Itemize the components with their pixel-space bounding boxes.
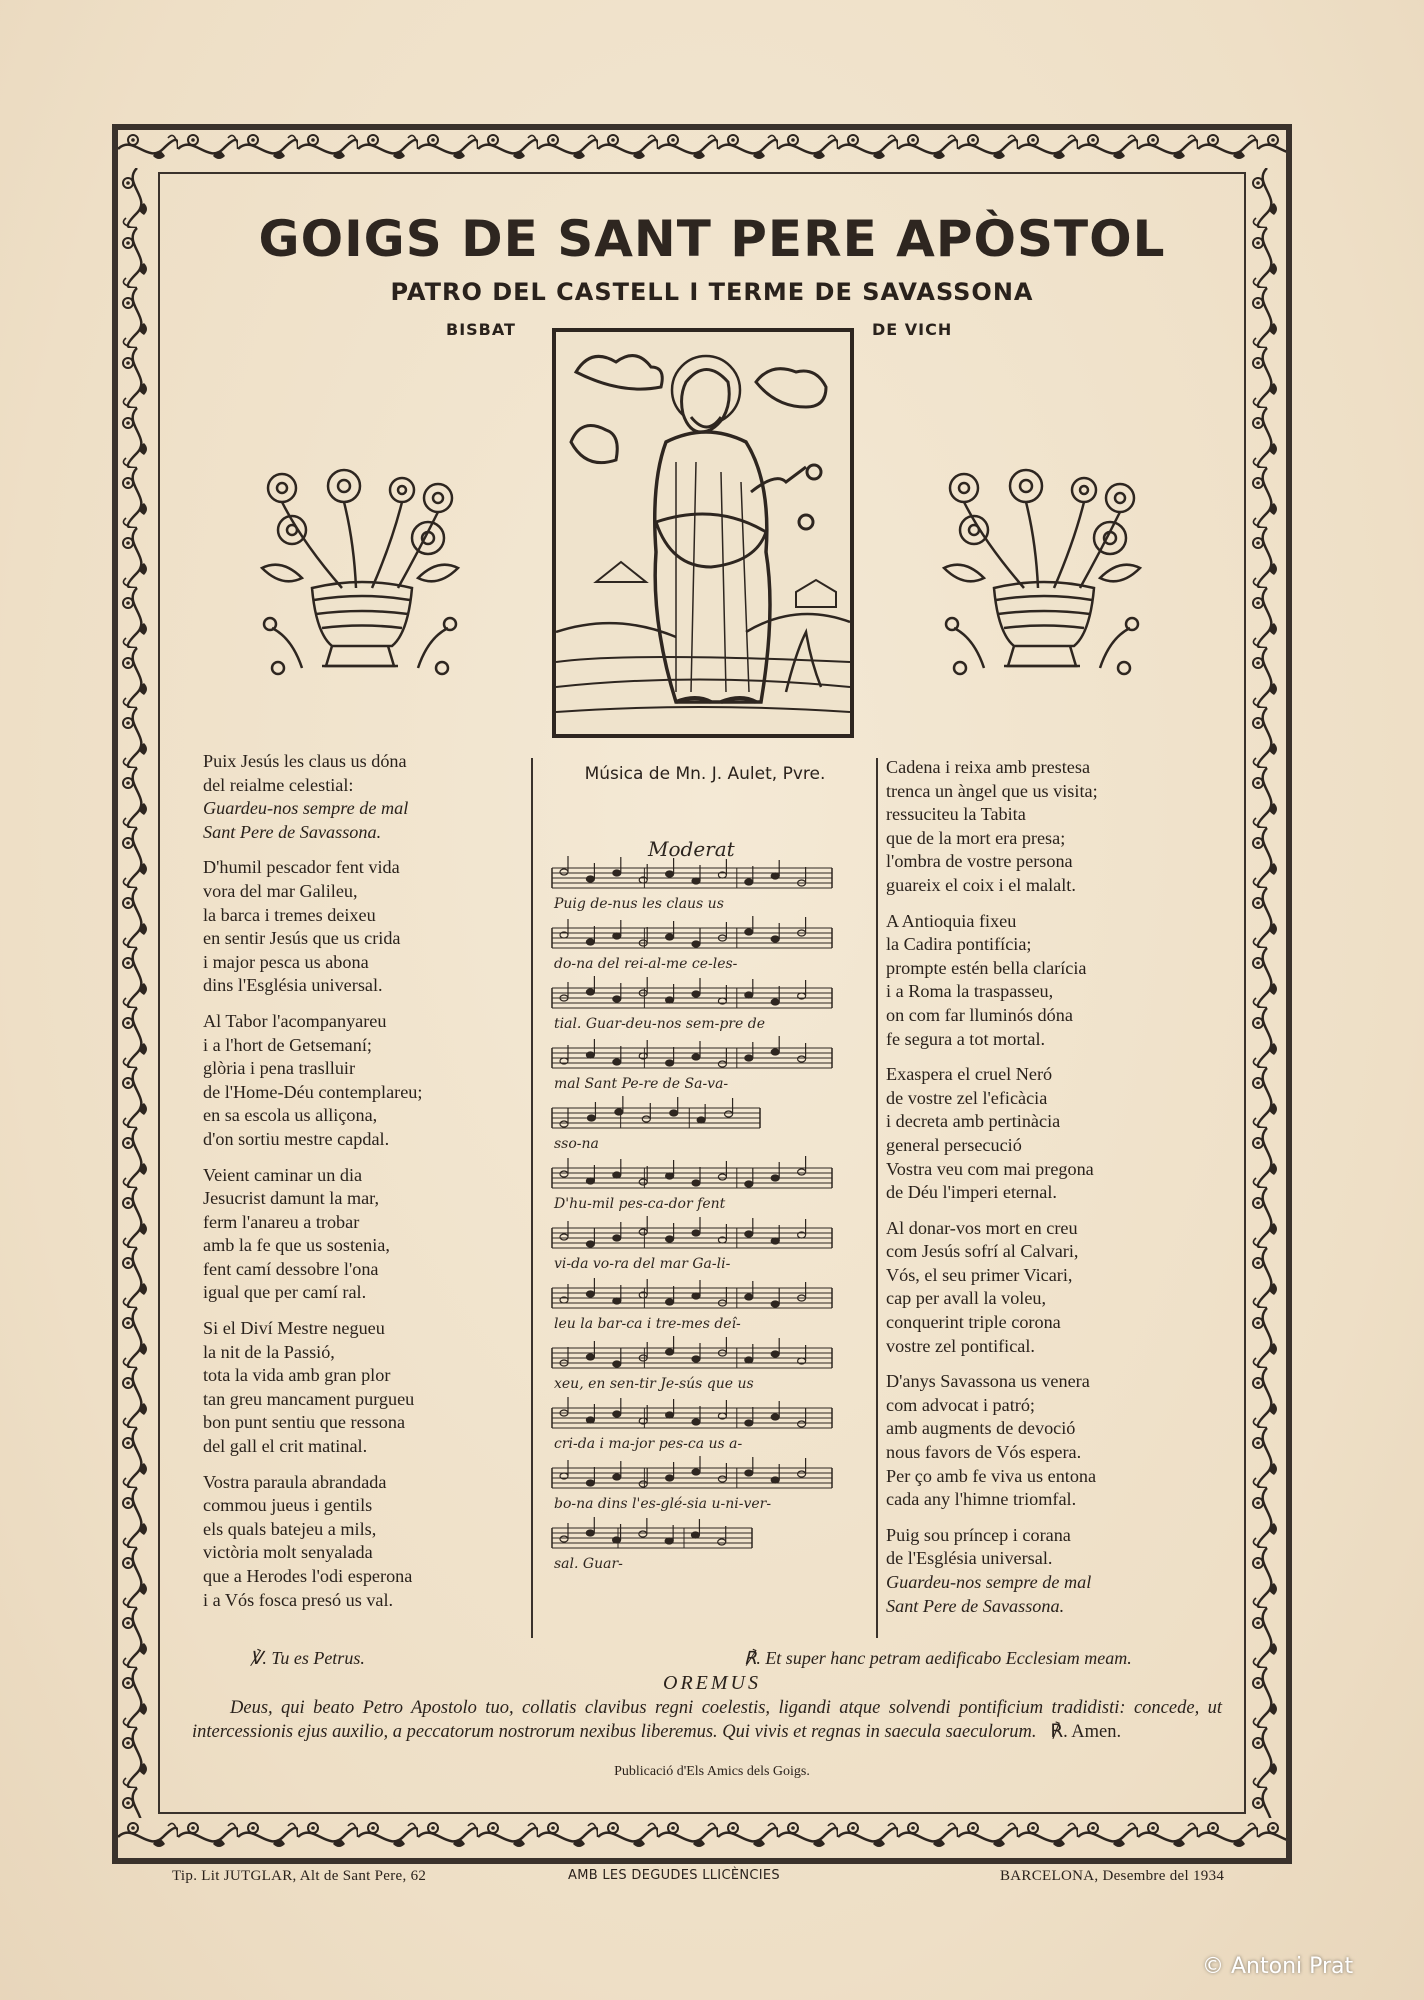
verse-line: conquerint triple corona [886, 1312, 1061, 1333]
floral-border-bottom [118, 1818, 1286, 1858]
music-note [613, 1059, 621, 1065]
music-note [666, 934, 674, 940]
prayer-body: Deus, qui beato Petro Apostolo tuo, collatis clavibus regni coelestis, ligandi atque solvendi pontificium tradidisti: concede, ut intercessionis ejus auxilio, a peccatorum nostrorum nexibus liberemus. Qui vivis et regnas in saecula saeculorum. [192, 1698, 1222, 1742]
refrain-line: Guardeu-nos sempre de mal [203, 798, 409, 819]
music-note [586, 989, 594, 995]
lyric-line: leu la bar-ca i tre-mes deî- [554, 1316, 741, 1332]
verse-line: com Jesús sofrí al Calvari, [886, 1241, 1079, 1262]
verse-line: del gall el crit matinal. [203, 1436, 368, 1457]
music-note [692, 1419, 700, 1425]
prayer-text [192, 1696, 1222, 1744]
verse-line: victòria molt senyalada [203, 1542, 373, 1563]
verse-line: D'anys Savassona us venera [886, 1371, 1090, 1392]
printer-imprint: Tip. Lit JUTGLAR, Alt de Sant Pere, 62 [172, 1868, 427, 1884]
verse-line: D'humil pescador fent vida [203, 857, 400, 878]
verse-line: Vostra veu com mai pregona [886, 1158, 1094, 1179]
verse-line: com advocat i patró; [886, 1394, 1035, 1415]
music-note [692, 1230, 700, 1236]
music-note [615, 1109, 623, 1115]
verse-line: A Antioquia fixeu [886, 910, 1017, 931]
music-note [771, 1175, 779, 1181]
music-note [666, 1173, 674, 1179]
lyric-line: sal. Guar- [554, 1556, 623, 1572]
column-divider-right [876, 758, 878, 1638]
music-note [745, 992, 753, 998]
verse-line: en sa escola us alliçona, [203, 1105, 378, 1126]
music-note [725, 1111, 733, 1117]
music-note [666, 871, 674, 877]
verse-line: prompte estén bella clarícia [886, 957, 1087, 978]
verse-line: la barca i tremes deixeu [203, 904, 376, 925]
verse-line: Jesucrist damunt la mar, [203, 1188, 380, 1209]
refrain-line: Sant Pere de Savassona. [203, 821, 382, 842]
music-note [613, 996, 621, 1002]
verse-line: on com far lluminós dóna [886, 1004, 1073, 1025]
verse-line: del reialme celestial: [203, 774, 354, 795]
music-note [586, 1291, 594, 1297]
verse-line: vostre zel pontifical. [886, 1335, 1035, 1356]
music-note [798, 1056, 806, 1062]
lyric-line: tial. Guar-deu-nos sem-pre de [554, 1016, 765, 1032]
diocese-label-right: DE VICH [872, 320, 953, 339]
music-staff [552, 856, 832, 912]
verse-line: que a Herodes l'odi esperona [203, 1566, 413, 1586]
verse-line: l'ombra de vostre persona [886, 851, 1073, 872]
music-note [745, 879, 753, 885]
verse-line: i a l'hort de Getsemaní; [203, 1034, 372, 1055]
music-note [798, 1471, 806, 1477]
verse-line: la nit de la Passió, [203, 1341, 335, 1362]
music-staff [552, 1216, 832, 1272]
music-note [692, 991, 700, 997]
music-staff [552, 1336, 832, 1392]
music-note [666, 1299, 674, 1305]
verse-line: fent camí dessobre l'ona [203, 1258, 379, 1279]
lyric-line: vi-da vo-ra del mar Ga-li- [554, 1256, 731, 1272]
music-note [771, 1414, 779, 1420]
music-note [718, 1061, 726, 1067]
music-note [692, 878, 700, 884]
verse-line: nous favors de Vós espera. [886, 1442, 1082, 1463]
music-note [586, 876, 594, 882]
flower-vase-right [934, 468, 1150, 680]
lyric-line: D'hu-mil pes-ca-dor fent [554, 1196, 726, 1212]
music-note [666, 1236, 674, 1242]
music-note [798, 1421, 806, 1427]
music-note [745, 929, 753, 935]
verse-line: guareix el coix i el malalt. [886, 874, 1076, 895]
music-note [642, 1116, 650, 1122]
music-note [586, 1417, 594, 1423]
verse-line: vora del mar Galileu, [203, 880, 358, 901]
music-note [771, 873, 779, 879]
refrain-line: Guardeu-nos sempre de mal [886, 1572, 1092, 1592]
amen-response: ℟. Amen. [1050, 1722, 1122, 1742]
music-note [666, 1412, 674, 1418]
music-staff [552, 1517, 752, 1572]
music-note [745, 1055, 753, 1061]
music-note [692, 1469, 700, 1475]
music-note [692, 1293, 700, 1299]
music-note [586, 1178, 594, 1184]
music-note [613, 1411, 621, 1417]
music-note [692, 1054, 700, 1060]
saint-peter-woodcut [552, 328, 854, 738]
music-staff [552, 1456, 832, 1512]
verse-line: en sentir Jesús que us crida [203, 928, 401, 949]
column-divider-left [531, 758, 533, 1638]
tempo-marking: Moderat [648, 840, 735, 861]
verse-line: d'on sortiu mestre capdal. [203, 1128, 390, 1149]
music-note [771, 999, 779, 1005]
verse-line: la Cadira pontifícia; [886, 934, 1032, 955]
music-note [586, 1530, 594, 1536]
verse-line: i a Roma la traspasseu, [886, 981, 1054, 1002]
music-credit: Música de Mn. J. Aulet, Pvre. [584, 764, 826, 784]
verse-line: glòria i pena traslluir [203, 1058, 356, 1079]
verse-line: Al donar-vos mort en creu [886, 1217, 1078, 1238]
verse-line: Puix Jesús les claus us dóna [203, 751, 407, 771]
verse-line: de l'Església universal. [886, 1548, 1053, 1569]
verses-right-column [886, 756, 1098, 1618]
lyric-line: Puig de-nus les claus us [554, 896, 724, 912]
response: ℟. Et super hanc petram aedificabo Ecclesiam meam. [744, 1648, 1132, 1668]
verse-line: bon punt sentiu que ressona [203, 1412, 406, 1433]
music-staff [552, 916, 832, 972]
music-note [745, 1470, 753, 1476]
music-note [745, 1420, 753, 1426]
music-note [798, 1169, 806, 1175]
page-title: GOIGS DE SANT PERE APÒSTOL [258, 210, 1166, 268]
verse-line: commou jueus i gentils [203, 1495, 373, 1516]
sheet-music-score [550, 840, 860, 1600]
music-note [613, 1361, 621, 1367]
music-note [560, 869, 568, 875]
verse-line: Veient caminar un dia [203, 1164, 363, 1185]
music-note [745, 1357, 753, 1363]
verse-line: Vostra paraula abrandada [203, 1471, 387, 1492]
diocese-label-left: BISBAT [446, 320, 516, 339]
license-note: AMB LES DEGUDES LLICÈNCIES [568, 1868, 780, 1883]
copyright-watermark: © Antoni Prat [1202, 1954, 1354, 1979]
music-note [692, 1356, 700, 1362]
versicle: ℣. Tu es Petrus. [250, 1648, 365, 1668]
music-note [586, 939, 594, 945]
lyric-line: xeu, en sen-tir Je-sús que us [554, 1376, 754, 1392]
verse-line: cap per avall la voleu, [886, 1288, 1047, 1309]
music-note [718, 1539, 726, 1545]
music-staff [552, 1397, 832, 1452]
music-note [771, 1477, 779, 1483]
music-staff [552, 1096, 760, 1152]
music-note [639, 1179, 647, 1185]
music-note [665, 1538, 673, 1544]
music-note [560, 1171, 568, 1177]
verse-line: i major pesca us abona [203, 951, 369, 972]
verse-line: i a Vós fosca presó us val. [203, 1589, 394, 1610]
lyric-line: bo-na dins l'es-glé-sia u-ni-ver- [554, 1496, 772, 1512]
music-note [613, 1474, 621, 1480]
lyric-line: sso-na [554, 1136, 599, 1152]
verse-line: Al Tabor l'acompanyareu [203, 1010, 387, 1031]
music-staff [552, 1036, 832, 1092]
music-note [613, 1298, 621, 1304]
music-staff [552, 976, 832, 1032]
music-note [586, 1241, 594, 1247]
verses-left-column [203, 750, 422, 1612]
verse-line: Exaspera el cruel Neró [886, 1064, 1053, 1085]
verse-line: dins l'Església universal. [203, 975, 383, 996]
music-note [666, 1475, 674, 1481]
floral-border-top [118, 130, 1286, 168]
music-note [718, 1174, 726, 1180]
music-note [771, 1351, 779, 1357]
verse-line: que de la mort era presa; [886, 827, 1066, 848]
verse-line: Cadena i reixa amb prestesa [886, 757, 1091, 777]
music-note [697, 1117, 705, 1123]
verse-line: de Déu l'imperi eternal. [886, 1182, 1057, 1203]
verse-line: Per ço amb fe viva us entona [886, 1465, 1097, 1486]
verse-line: ressuciteu la Tabita [886, 804, 1026, 825]
verse-line: Si el Diví Mestre negueu [203, 1318, 385, 1339]
publication-note: Publicació d'Els Amics dels Goigs. [614, 1764, 810, 1779]
music-note [560, 1121, 568, 1127]
music-note [639, 1531, 647, 1537]
flower-vase-left [252, 468, 468, 680]
music-note [560, 1536, 568, 1542]
verse-line: cada any l'himne triomfal. [886, 1489, 1077, 1510]
verse-line: i decreta amb pertinàcia [886, 1111, 1061, 1132]
music-note [586, 1052, 594, 1058]
music-note [771, 1238, 779, 1244]
verse-line: fe segura a tot mortal. [886, 1028, 1046, 1049]
floral-border-right [1248, 168, 1286, 1818]
verse-line: de vostre zel l'eficàcia [886, 1087, 1048, 1108]
music-note [771, 1301, 779, 1307]
music-note [718, 1476, 726, 1482]
verse-line: ferm l'anareu a trobar [203, 1211, 360, 1232]
verse-line: igual que per camí ral. [203, 1282, 367, 1303]
music-note [691, 1532, 699, 1538]
music-note [771, 936, 779, 942]
floral-border-left [118, 168, 156, 1818]
music-note [692, 941, 700, 947]
verse-line: tota la vida amb gran plor [203, 1365, 391, 1386]
lyric-line: do-na del rei-al-me ce-les- [554, 956, 738, 972]
music-staff [552, 1156, 832, 1212]
music-note [639, 1481, 647, 1487]
music-note [666, 997, 674, 1003]
oremus-heading: OREMUS [663, 1672, 761, 1694]
verse-line: Vós, el seu primer Vicari, [886, 1264, 1073, 1285]
verse-line: trenca un àngel que us visita; [886, 780, 1098, 801]
music-note [586, 1354, 594, 1360]
music-note [745, 1231, 753, 1237]
music-note [745, 1294, 753, 1300]
place-date: BARCELONA, Desembre del 1934 [1000, 1868, 1225, 1884]
music-note [613, 1537, 621, 1543]
music-note [666, 1349, 674, 1355]
music-note [639, 1229, 647, 1235]
music-note [613, 1235, 621, 1241]
verse-line: Puig sou príncep i corana [886, 1524, 1071, 1545]
music-note [613, 933, 621, 939]
lyric-line: cri-da i ma-jor pes-ca us a- [554, 1436, 743, 1452]
verse-line: amb augments de devoció [886, 1418, 1076, 1439]
verse-line: els quals batejeu a mils, [203, 1518, 377, 1539]
music-note [586, 1480, 594, 1486]
verse-line: de l'Home-Déu contemplareu; [203, 1081, 423, 1102]
music-staff [552, 1278, 832, 1332]
music-note [560, 1234, 568, 1240]
music-note [613, 1172, 621, 1178]
music-note [666, 1060, 674, 1066]
music-note [692, 1180, 700, 1186]
music-note [587, 1115, 595, 1121]
verse-line: general persecució [886, 1134, 1022, 1155]
music-note [745, 1181, 753, 1187]
music-note [613, 870, 621, 876]
page-subtitle: PATRO DEL CASTELL I TERME DE SAVASSONA [390, 278, 1034, 306]
verse-line: amb la fe que us sostenia, [203, 1235, 390, 1256]
lyric-line: mal Sant Pe-re de Sa-va- [554, 1076, 729, 1092]
music-note [670, 1110, 678, 1116]
refrain-line: Sant Pere de Savassona. [886, 1595, 1065, 1616]
verse-line: tan greu mancament purgueu [203, 1388, 415, 1409]
music-note [771, 1049, 779, 1055]
